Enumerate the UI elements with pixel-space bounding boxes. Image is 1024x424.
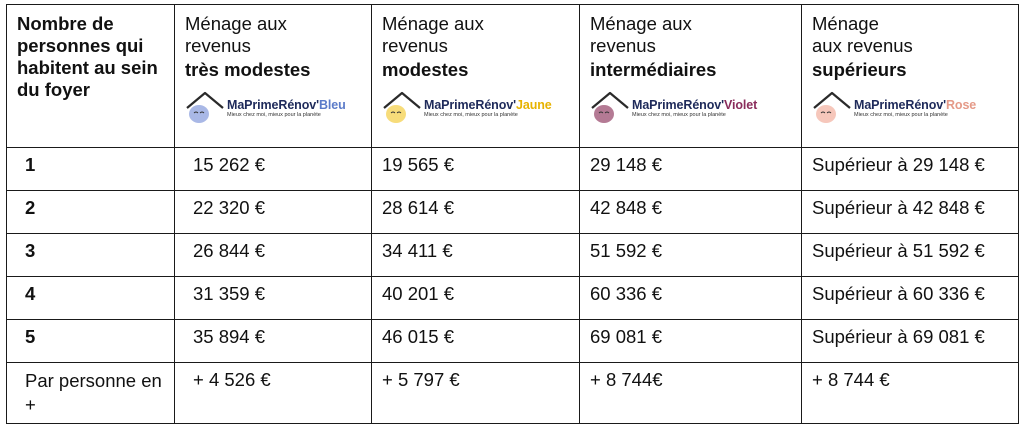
income-ceiling-cell xyxy=(580,234,802,277)
logo-text xyxy=(227,98,346,119)
income-ceiling-cell xyxy=(802,277,1019,320)
logo-brand xyxy=(227,98,346,112)
income-value: 34 411 € xyxy=(382,240,453,261)
income-value: 31 359 € xyxy=(193,283,266,304)
table-row xyxy=(7,363,1019,424)
table-row xyxy=(7,191,1019,234)
income-value: 26 844 € xyxy=(193,240,266,261)
logo-brand-name: MaPrimeRénov' xyxy=(227,97,319,112)
income-ceiling-cell xyxy=(580,363,802,424)
house-face-icon xyxy=(185,90,225,126)
header-household-size: Nombre de personnes qui habitent au sein du foyer xyxy=(7,5,175,148)
header-row xyxy=(7,5,1019,148)
income-value: + 8 744 € xyxy=(812,369,890,390)
header-category: intermédiaires xyxy=(590,59,717,80)
header-line2: aux revenus xyxy=(812,35,913,56)
logo-brand-suffix: Violet xyxy=(723,97,758,112)
income-value: 28 614 € xyxy=(382,197,455,218)
row-label: 3 xyxy=(25,240,36,261)
logo-tagline: Mieux chez moi, mieux pour la planète xyxy=(424,111,518,118)
header-line2: revenus xyxy=(185,35,251,56)
household-size-cell xyxy=(7,277,175,320)
household-size-cell xyxy=(7,363,175,424)
logo-tagline: Mieux chez moi, mieux pour la planète xyxy=(632,111,726,118)
header-category: supérieurs xyxy=(812,59,907,80)
income-ceiling-cell xyxy=(175,363,372,424)
income-value: Supérieur à 60 336 € xyxy=(812,283,985,304)
header-very-modest xyxy=(175,5,372,148)
house-face-icon xyxy=(382,90,422,126)
maprimerenov-jaune-logo xyxy=(382,90,569,126)
house-face-icon xyxy=(812,90,852,126)
income-ceiling-cell xyxy=(802,191,1019,234)
income-ceiling-cell xyxy=(580,148,802,191)
income-value: Supérieur à 29 148 € xyxy=(812,154,985,175)
maprimerenov-rose-logo xyxy=(812,90,1008,126)
header-category: modestes xyxy=(382,59,469,80)
logo-brand-name: MaPrimeRénov' xyxy=(632,97,724,112)
income-ceiling-cell xyxy=(580,277,802,320)
header-line2: revenus xyxy=(590,35,656,56)
income-value: 69 081 € xyxy=(590,326,663,347)
table-row xyxy=(7,277,1019,320)
income-value: Supérieur à 51 592 € xyxy=(812,240,985,261)
income-value: Supérieur à 69 081 € xyxy=(812,326,985,347)
header-line1: Ménage aux xyxy=(185,13,287,34)
income-value: 15 262 € xyxy=(193,154,266,175)
header-intermediate xyxy=(580,5,802,148)
income-ceiling-cell xyxy=(372,363,580,424)
income-ceiling-cell xyxy=(802,320,1019,363)
income-ceiling-cell xyxy=(802,363,1019,424)
income-ceiling-cell xyxy=(175,320,372,363)
income-value: + 4 526 € xyxy=(193,369,271,390)
row-label: 4 xyxy=(25,283,36,304)
logo-text xyxy=(632,98,757,119)
income-value: 35 894 € xyxy=(193,326,266,347)
income-ceiling-cell xyxy=(175,191,372,234)
income-value: 22 320 € xyxy=(193,197,266,218)
logo-brand-name: MaPrimeRénov' xyxy=(854,97,946,112)
income-ceiling-cell xyxy=(372,191,580,234)
income-value: + 5 797 € xyxy=(382,369,460,390)
household-size-cell xyxy=(7,148,175,191)
logo-brand-suffix: Bleu xyxy=(318,97,346,112)
header-line1: Ménage xyxy=(812,13,879,34)
income-ceiling-cell xyxy=(372,320,580,363)
income-ceiling-cell xyxy=(175,234,372,277)
income-value: 51 592 € xyxy=(590,240,663,261)
income-value: + 8 744€ xyxy=(590,369,663,390)
logo-tagline: Mieux chez moi, mieux pour la planète xyxy=(227,111,321,118)
income-value: 40 201 € xyxy=(382,283,455,304)
income-ceiling-cell xyxy=(372,234,580,277)
header-modest xyxy=(372,5,580,148)
household-size-cell xyxy=(7,191,175,234)
income-ceiling-cell xyxy=(580,191,802,234)
row-label: 1 xyxy=(25,154,36,175)
income-value: Supérieur à 42 848 € xyxy=(812,197,985,218)
income-value: 19 565 € xyxy=(382,154,455,175)
table-row xyxy=(7,234,1019,277)
header-line2: revenus xyxy=(382,35,448,56)
header-superior xyxy=(802,5,1019,148)
row-label: Par personne en + xyxy=(25,370,162,415)
logo-brand xyxy=(854,98,976,112)
logo-tagline: Mieux chez moi, mieux pour la planète xyxy=(854,111,948,118)
logo-brand-name: MaPrimeRénov' xyxy=(424,97,516,112)
household-size-cell xyxy=(7,320,175,363)
income-ceiling-cell xyxy=(175,277,372,320)
income-ceiling-cell xyxy=(802,148,1019,191)
income-ceiling-cell xyxy=(175,148,372,191)
header-category: très modestes xyxy=(185,59,311,80)
income-value: 42 848 € xyxy=(590,197,663,218)
house-face-icon xyxy=(590,90,630,126)
income-ceiling-cell xyxy=(802,234,1019,277)
row-label: 2 xyxy=(25,197,36,218)
income-value: 29 148 € xyxy=(590,154,663,175)
maprimerenov-violet-logo xyxy=(590,90,791,126)
logo-brand xyxy=(632,98,757,112)
row-label: 5 xyxy=(25,326,36,347)
income-ceiling-cell xyxy=(372,148,580,191)
income-value: 60 336 € xyxy=(590,283,663,304)
maprimerenov-bleu-logo xyxy=(185,90,361,126)
income-value: 46 015 € xyxy=(382,326,455,347)
header-line1: Ménage aux xyxy=(590,13,692,34)
logo-text xyxy=(424,98,552,119)
logo-text xyxy=(854,98,976,119)
header-line1: Ménage aux xyxy=(382,13,484,34)
logo-brand-suffix: Jaune xyxy=(515,97,552,112)
table-row xyxy=(7,148,1019,191)
income-ceiling-cell xyxy=(372,277,580,320)
household-size-cell xyxy=(7,234,175,277)
logo-brand xyxy=(424,98,552,112)
table-row xyxy=(7,320,1019,363)
logo-brand-suffix: Rose xyxy=(945,97,977,112)
income-ceiling-cell xyxy=(580,320,802,363)
income-ceiling-table xyxy=(6,4,1019,424)
